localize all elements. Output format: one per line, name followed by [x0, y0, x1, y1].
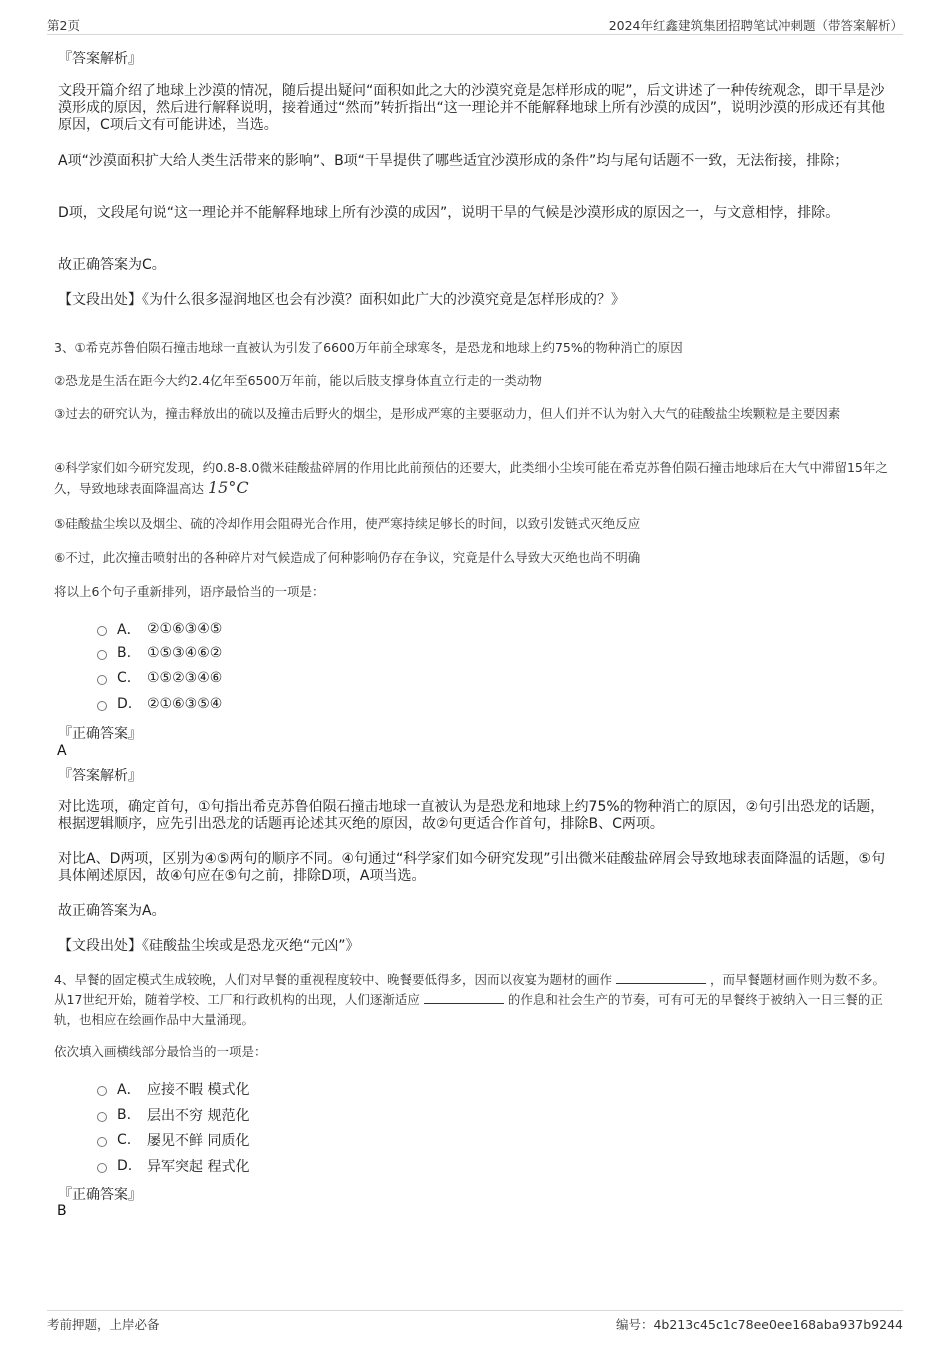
document-title: 2024年红鑫建筑集团招聘笔试冲刺题（带答案解析）: [608, 18, 903, 33]
radio-icon[interactable]: [97, 626, 107, 636]
page-footer: [47, 1310, 903, 1333]
correct-answer: B: [57, 1203, 67, 1219]
radio-icon[interactable]: [97, 1163, 107, 1173]
option-d[interactable]: D. ②①⑥③⑤④: [97, 696, 222, 712]
analysis-paragraph: D项，文段尾句说“这一理论并不能解释地球上所有沙漠的成因”，说明干旱的气候是沙漠形成的原因之一，与文意相悖，排除。: [58, 205, 840, 221]
document-id: 编号：4b213c45c1c78ee0ee168aba937b9244: [615, 1317, 903, 1332]
analysis-conclusion: 故正确答案为C。: [58, 257, 166, 273]
correct-answer: A: [57, 743, 67, 759]
page-header: [47, 16, 903, 35]
radio-icon[interactable]: [97, 650, 107, 660]
footer-slogan: 考前押题，上岸必备: [47, 1317, 160, 1332]
question-sentence: ③过去的研究认为，撞击释放出的硫以及撞击后野火的烟尘，是形成严寒的主要驱动力，但人们并不认为射入大气的硅酸盐尘埃颗粒是主要因素: [54, 406, 841, 421]
option-c[interactable]: C. ①⑤②③④⑥: [97, 670, 222, 686]
radio-icon[interactable]: [97, 1137, 107, 1147]
question-sentence: ⑥不过，此次撞击喷射出的各种碎片对气候造成了何种影响仍存在争议，究竟是什么导致大灭绝也尚不明确: [54, 550, 641, 565]
page-number: 第2页: [47, 18, 80, 33]
question-sentence: 3、①希克苏鲁伯陨石撞击地球一直被认为引发了6600万年前全球寒冬，是恐龙和地球上约75%的物种消亡的原因: [54, 340, 683, 355]
option-d[interactable]: D. 异军突起 程式化: [97, 1156, 249, 1176]
answer-label: 『正确答案』: [58, 1187, 142, 1203]
question-sentence: ⑤硅酸盐尘埃以及烟尘、硫的冷却作用会阻碍光合作用，使严寒持续足够长的时间，以致引发链式灭绝反应: [54, 516, 641, 531]
passage-source: 【文段出处】《为什么很多湿润地区也会有沙漠？面积如此广大的沙漠究竟是怎样形成的？》: [58, 292, 625, 308]
option-c[interactable]: C. 屡见不鲜 同质化: [97, 1130, 249, 1150]
radio-icon[interactable]: [97, 675, 107, 685]
question-sentence: ②恐龙是生活在距今大约2.4亿年至6500万年前，能以后肢支撑身体直立行走的一类动物: [54, 373, 542, 388]
answer-label: 『正确答案』: [58, 726, 142, 742]
question-sentence: ④科学家们如今研究发现，约0.8-8.0微米硅酸盐碎屑的作用比此前预估的还要大，此类细小尘埃可能在希克苏鲁伯陨石撞击地球后在大气中滞留15年之久，导致地球表面降温高达 15°C: [54, 460, 888, 497]
analysis-label: 『答案解析』: [58, 51, 142, 67]
analysis-conclusion: 故正确答案为A。: [58, 903, 166, 919]
passage-source: 【文段出处】《硅酸盐尘埃或是恐龙灭绝“元凶”》: [58, 938, 360, 954]
analysis-paragraph: A项“沙漠面积扩大给人类生活带来的影响”、B项“干旱提供了哪些适宜沙漠形成的条件”均与尾句话题不一致，无法衔接，排除；: [58, 153, 849, 169]
option-a[interactable]: A． 应接不暇 模式化: [97, 1079, 249, 1099]
blank-line[interactable]: [616, 971, 706, 984]
radio-icon[interactable]: [97, 1112, 107, 1122]
question-prompt: 依次填入画横线部分最恰当的一项是：: [54, 1044, 267, 1059]
option-a[interactable]: A． ②①⑥③④⑤: [97, 619, 222, 639]
radio-icon[interactable]: [97, 1086, 107, 1096]
analysis-paragraph: 对比A、D两项，区别为④⑤两句的顺序不同。④句通过“科学家们如今研究发现”引出微米硅酸盐碎屑会导致地球表面降温的话题，⑤句具体阐述原因，故④句应在⑤句之前，排除D项，A项当选。: [58, 851, 886, 884]
analysis-paragraph: 文段开篇介绍了地球上沙漠的情况，随后提出疑问“面积如此之大的沙漠究竟是怎样形成的呢”，后文讲述了一种传统观念，即干旱是沙漠形成的原因，然后进行解释说明，接着通过“然而”转折指出“这一理论并不能解释地球上所有沙漠的成因”，说明沙漠的形成还有其他原因，C项后文有可能讲述，当选。: [58, 83, 886, 133]
radio-icon[interactable]: [97, 701, 107, 711]
option-b[interactable]: B. 层出不穷 规范化: [97, 1105, 249, 1125]
option-b[interactable]: B. ①⑤③④⑥②: [97, 645, 222, 661]
analysis-label: 『答案解析』: [58, 768, 142, 784]
blank-line[interactable]: [424, 991, 504, 1004]
analysis-paragraph: 对比选项，确定首句，①句指出希克苏鲁伯陨石撞击地球一直被认为是恐龙和地球上约75%的物种消亡的原因，②句引出恐龙的话题，根据逻辑顺序，应先引出恐龙的话题再论述其灭绝的原因，故②句更适合作首句，排除B、C两项。: [58, 799, 885, 832]
question-prompt: 将以上6个句子重新排列，语序最恰当的一项是：: [54, 584, 325, 599]
question-stem: 4、早餐的固定模式生成较晚，人们对早餐的重视程度较中、晚餐要低得多，因而以夜宴为题材的画作 ，而早餐题材画作则为数不多。从17世纪开始，随着学校、工厂和行政机构的出现，人们逐渐适应 的作息和社会生产的节奏，可有可无的早餐终于被纳入一日三餐的正轨，也相应在绘画作品中大量涌现。: [54, 972, 885, 1027]
temperature-value: 15°C: [208, 478, 249, 497]
